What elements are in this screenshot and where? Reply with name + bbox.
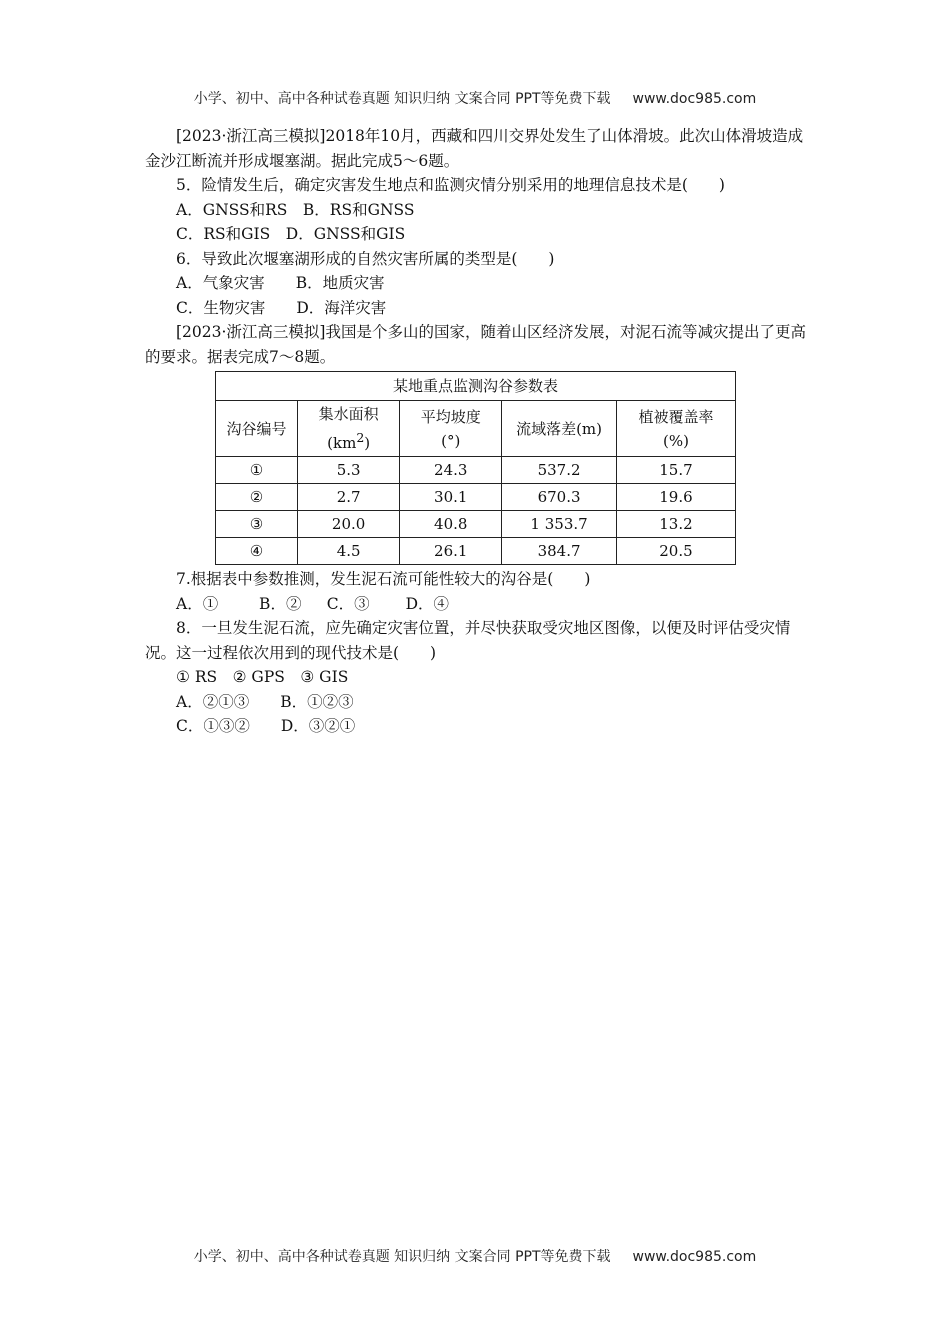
table-cell: 30.1 xyxy=(400,484,502,511)
table-cell: 670.3 xyxy=(502,484,617,511)
page-header xyxy=(0,88,950,108)
question-5-stem: 5．险情发生后，确定灾害发生地点和监测灾情分别采用的地理信息技术是( ) xyxy=(176,176,725,194)
document-body xyxy=(145,124,809,739)
table-cell: 20.0 xyxy=(297,511,399,538)
table-row xyxy=(216,457,736,484)
question-8-stem: 8．一旦发生泥石流，应先确定灾害位置，并尽快获取受灾地区图像，以便及时评估受灾情况。这一过程依次用到的现代技术是( ) xyxy=(145,619,791,662)
table-caption-row xyxy=(216,372,736,401)
question-8-options-cd: C．①③② D．③②① xyxy=(176,717,356,735)
table-cell: 537.2 xyxy=(502,457,617,484)
question-6-stem: 6．导致此次堰塞湖形成的自然灾害所属的类型是( ) xyxy=(176,249,555,268)
table-cell: 5.3 xyxy=(297,457,399,484)
table-row xyxy=(216,538,736,565)
table-cell: 40.8 xyxy=(400,511,502,538)
question-5-options-ab: A．GNSS和RS B．RS和GNSS xyxy=(176,200,415,219)
header-vegetation-cover: 植被覆盖率 (%) xyxy=(616,401,735,457)
table-cell: 4.5 xyxy=(297,538,399,565)
header-elevation-drop: 流域落差(m) xyxy=(502,401,617,457)
question-6-options-ab: A．气象灾害 B．地质灾害 xyxy=(176,274,385,292)
question-8-items: ① RS ② GPS ③ GIS xyxy=(176,668,349,686)
table-cell: 24.3 xyxy=(400,457,502,484)
parameter-table xyxy=(215,371,736,565)
table-cell: 26.1 xyxy=(400,538,502,565)
question-6-options-cd: C．生物灾害 D．海洋灾害 xyxy=(176,298,387,317)
header-text: 小学、初中、高中各种试卷真题 知识归纳 文案合同 PPT等免费下载 xyxy=(193,91,611,107)
header-average-slope: 平均坡度 (°) xyxy=(400,401,502,457)
question-7-options: A．① B．② C．③ D．④ xyxy=(176,594,450,613)
table-cell: ① xyxy=(216,457,298,484)
page-footer xyxy=(0,1246,950,1266)
table-cell: 13.2 xyxy=(616,511,735,538)
table-header-row xyxy=(216,401,736,457)
header-catchment-area: 集水面积 $(km^2)$ xyxy=(297,401,399,457)
footer-url: www.doc985.com xyxy=(632,1249,757,1265)
table-cell: 1 353.7 xyxy=(502,511,617,538)
table-caption: 某地重点监测沟谷参数表 xyxy=(216,372,736,401)
footer-text: 小学、初中、高中各种试卷真题 知识归纳 文案合同 PPT等免费下载 xyxy=(193,1249,611,1265)
table-row xyxy=(216,484,736,511)
table-cell: ② xyxy=(216,484,298,511)
header-url: www.doc985.com xyxy=(632,91,757,107)
intro-7-8: [2023·浙江高三模拟]我国是个多山的国家，随着山区经济发展，对泥石流等减灾提出了更高的要求。据表完成7～8题。 xyxy=(145,323,806,366)
question-5-options-cd: C．RS和GIS D．GNSS和GIS xyxy=(176,225,406,243)
table-row xyxy=(216,511,736,538)
table-cell: 2.7 xyxy=(297,484,399,511)
table-cell: 15.7 xyxy=(616,457,735,484)
header-gully-id: 沟谷编号 xyxy=(216,401,298,457)
table-cell: 20.5 xyxy=(616,538,735,565)
question-8-options-ab: A．②①③ B．①②③ xyxy=(176,692,354,711)
question-7-stem: 7.根据表中参数推测，发生泥石流可能性较大的沟谷是( ) xyxy=(176,570,591,588)
table-cell: 19.6 xyxy=(616,484,735,511)
table-cell: ③ xyxy=(216,511,298,538)
table-cell: 384.7 xyxy=(502,538,617,565)
intro-5-6: [2023·浙江高三模拟]2018年10月，西藏和四川交界处发生了山体滑坡。此次山体滑坡造成金沙江断流并形成堰塞湖。据此完成5～6题。 xyxy=(145,127,804,170)
table-cell: ④ xyxy=(216,538,298,565)
